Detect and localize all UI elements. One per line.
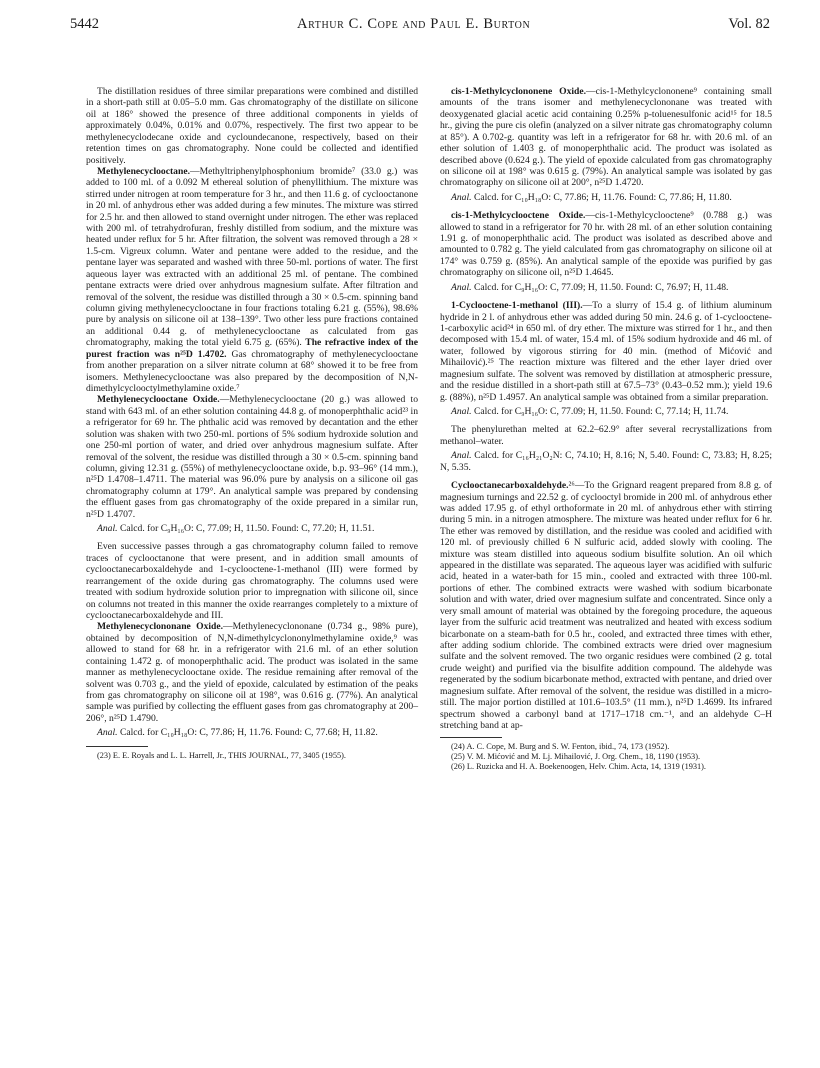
section-title: cis-1-Methylcyclononene Oxide.	[451, 86, 587, 97]
paragraph-distillation-residues: The distillation residues of three similar preparations were combined and distilled in a short-path still at 0.05–5.0 mm. Gas chromatography of the distillate on silicone oil at 186° showed the presence of three additional components in yields of approximately 0.04%, 0.01% and 0.07%, respectively. The first two appear to be methylenecyclodecane oxide and cycloundecanone, respectively, based on their retention times on gas chromatography. None could be collected and identified positively.	[86, 86, 418, 166]
section-cyclooctanecarboxaldehyde: Cyclooctanecarboxaldehyde.²⁶—To the Grignard reagent prepared from 8.8 g. of magnesium turnings and 22.52 g. of cyclooctyl bromide in 200 ml. of anhydrous ether was added 17.95 g. of ethyl orthoformate in 20 ml. of anhydrous ether with stirring during 5 min. in a nitrogen atmosphere. The mixture was heated under reflux for 6 hr. The ether was removed by distillation, and the residue was cooled and acidified with 120 ml. of previously chilled 6 N sulfuric acid, added slowly with cooling. The mixture was steam distilled into aqueous sodium bisulfite solution. An oil which appeared in the distillate was separated. The aqueous layer was acidified with sulfuric acid, heated in a water-bath for 15 min., cooled and extracted with three 100-ml. portions of ether. The combined extracts were washed with sodium bicarbonate solution and with water, dried over magnesium sulfate and concentrated. Since only a very small amount of material was obtained by the foregoing procedure, the aqueous layer from the sulfuric acid treatment was neutralized and heated with excess sodium bicarbonate on a steam-bath for 0.5 hr., cooled, and extracted three times with ether, after adding sodium chloride. The combined extracts were dried over magnesium sulfate and the solvent removed. The two organic residues were combined (2 g. total crude weight) and purified via the bisulfite addition compound. The aldehyde was regenerated by the sodium bicarbonate method, extracted with pentane, and dried over magnesium sulfate. After removal of the solvent, the residue was distilled in a micro-still. The major portion distilled at 101.6–103.5° (11 mm.), n²⁵D 1.4699. Its infrared spectrum showed a carbonyl band at 1717–1718 cm.⁻¹, and an aldehyde C–H stretching band at ap-	[440, 480, 772, 731]
footnote-25: (25) V. M. Mićović and M. Lj. Mihailović, J. Org. Chem., 18, 1190 (1953).	[451, 752, 701, 762]
analysis-result: Anal. Calcd. for C₁₀H₁₈O: C, 77.86; H, 11.76. Found: C, 77.86; H, 11.80.	[451, 191, 732, 203]
left-column	[86, 86, 418, 761]
analysis-result: Anal. Calcd. for C₉H₁₆O: C, 77.09; H, 11.50. Found: C, 77.20; H, 11.51.	[97, 523, 375, 535]
footnote-23: (23) E. E. Royals and L. L. Harrell, Jr., THIS JOURNAL, 77, 3405 (1955).	[97, 750, 346, 760]
section-methylenecyclooctane-oxide: Methylenecyclooctane Oxide.—Methylenecyclooctane (20 g.) was allowed to stand with 643 ml. of an ether solution containing 44.8 g. of monoperphthalic acid²³ in a refrigerator for 69 hr. The phthalic acid was removed by decantation and the ether solution was shaken with two 250-ml. portions of 5% sodium hydroxide solution and one 250-ml portion of water, and dried over anhydrous magnesium sulfate. After removal of the solvent, the residue was distilled through a 30 × 0.5-cm. spinning band column, giving 12.31 g. (55%) of methylenecyclooctane oxide, b.p. 93–96° (14 mm.), n²⁵D 1.4708–1.4711. The material was 96.0% pure by analysis on a silicone oil gas chromatography column at 179°. An analytical sample was prepared by condensing the effluent gases from gas chromatography of the oxide prepared in a similar run, n²⁵D 1.4707.	[86, 394, 418, 520]
analysis-result: Anal. Calcd. for C₁₀H₁₈O: C, 77.86; H, 11.76. Found: C, 77.68; H, 11.82.	[97, 727, 378, 739]
page-number: 5442	[70, 16, 99, 32]
section-title: Methylenecyclooctane.	[97, 165, 190, 177]
analysis-result: Anal. Calcd. for C₁₆H₂₁O₂N: C, 74.10; H, 8.16; N, 5.40. Found: C, 73.83; H, 8.25; N, 5.35.	[440, 450, 773, 473]
section-title: Cyclooctanecarboxaldehyde.	[451, 480, 569, 492]
right-column	[440, 86, 772, 772]
page-header	[70, 16, 770, 38]
volume-label: Vol. 82	[728, 16, 770, 32]
section-methylenecyclooctane: Methylenecyclooctane.—Methyltriphenylphosphonium bromide⁷ (33.0 g.) was added to 100 ml. of a 0.092 M ethereal solution of phenyllithium. The mixture was stirred under nitrogen at room temperature for 3 hr., and then 11.6 g. of cyclooctanone in 20 ml. of anhydrous ether was added during a few minutes. The mixture was stirred for 2.5 hr. and then allowed to stand overnight under nitrogen. The ether was replaced with 200 ml. of tetrahydrofuran, freshly distilled from sodium, and the mixture was heated under reflux for 5 hr. After filtration, the solvent was removed through a 28 × 1.5-cm. Vigreux column. Water and pentane were added to the residue, and the pentane layer was separated and washed with three 50-ml. portions of water. The first aqueous layer was extracted with an additional 25 ml. of pentane. The combined pentane extracts were dried over anhydrous magnesium sulfate. After filtration and removal of the solvent, the residue was distilled through a 30 × 0.5-cm. spinning band column giving methylenecyclooctane in four fractions totaling 6.21 g. (55%), 98.6% pure by analysis on silicone oil at 138–139°. Two other less pure fractions contained an additional 0.44 g. of methylenecyclooctane as calculated from gas chromatography, making the total yield 6.75 g. (65%). The refractive index of the purest fraction was n²⁵D 1.4702. Gas chromatography of methylenecyclooctane from another preparation on a silver nitrate column at 68° showed it to be free from isomers. Methylenecyclooctane was also prepared by the decomposition of N,N-dimethylcyclooctylmethylamine oxide.⁷	[86, 165, 418, 394]
section-title: cis-1-Methylcyclooctene Oxide.	[451, 210, 586, 222]
footnotes-right	[440, 742, 772, 772]
footnote-divider	[440, 737, 502, 738]
refractive-index-note: The refractive index of the purest fraction was n²⁵D 1.4702.	[86, 337, 418, 360]
section-cis-methylcyclononene-oxide: cis-1-Methylcyclononene Oxide.—cis-1-Methylcyclononene⁹ containing small amounts of the trans isomer and methylenecyclononane was treated with deoxygenated glacial acetic acid containing 0.25% p-toluenesulfonic acid¹⁵ for 18.5 hr., giving the pure cis olefin (analyzed on a silver nitrate gas chromatography column at 85°). A 0.702-g. quantity was left in a refrigerator for 68 hr. with 20.6 ml. of an ether solution of 1.403 g. of monoperphthalic acid. The product was isolated as described above (0.624 g.). The yield of epoxide calculated from gas chromatography on silicone oil at 198° was 0.615 g. (79%). An analytical sample was isolated by gas chromatography on silicone oil at 200°, n²⁵D 1.4720.	[440, 86, 773, 189]
analysis-result: Anal. Calcd. for C₉H₁₆O: C, 77.09; H, 11.50. Found: C, 77.14; H, 11.74.	[451, 405, 729, 417]
footnote-24: (24) A. C. Cope, M. Burg and S. W. Fenton, ibid., 74, 173 (1952).	[451, 742, 670, 752]
footnote-divider	[86, 746, 148, 747]
section-methylenecyclononane-oxide: Methylenecyclononane Oxide.—Methylenecyclononane (0.734 g., 98% pure), obtained by decomposition of N,N-dimethylcyclononylmethylamine oxide,⁹ was allowed to stand for 68 hr. in a refrigerator with 21.6 ml. of an ether solution containing 1.472 g. of monoperphthalic acid. The product was isolated in the same manner as methylenecyclooctane oxide. The residue remaining after removal of the solvent was 0.703 g., and the yield of epoxide, calculated by estimation of the peaks from gas chromatography on silicone oil at 198°, was 0.616 g. (77%). An analytical sample was purified by collecting the effluent gases from gas chromatography at 200–206°, n²⁵D 1.4790.	[86, 621, 418, 724]
section-cyclooctene-methanol: 1-Cyclooctene-1-methanol (III).—To a slurry of 15.4 g. of lithium aluminum hydride in 2 l. of anhydrous ether was added during 50 min. 24.6 g. of 1-cyclooctene-1-carboxylic acid²⁴ in 650 ml. of dry ether. The mixture was stirred for 1 hr., and then decomposed with 15.4 ml. of water, 15.4 ml. of 15% sodium hydroxide and 46 ml. of water, followed by vigorous stirring for 40 min. (method of Mićović and Mihailović).²⁵ The reaction mixture was filtered and the ether layer dried over magnesium sulfate. The solvent was removed by distillation at atmospheric pressure, and the residue distilled in a short-path still at 67.5–73° (0.43–0.52 mm.); yield 19.6 g. (88%), n²⁵D 1.4957. An analytical sample was obtained from a similar preparation.	[440, 300, 772, 403]
section-cis-methylcyclooctene-oxide: cis-1-Methylcyclooctene Oxide.—cis-1-Methylcyclooctene⁹ (0.788 g.) was allowed to stand in a refrigerator for 70 hr. with 28 ml. of an ether solution containing 1.91 g. of monoperphthalic acid. The product was isolated as described above and amounted to 0.782 g. The yield calculated from gas chromatography on silicone oil at 174° was 0.759 g. (85%). An analytical sample of the epoxide was purified by gas chromatography on silicone oil, n²⁵D 1.4645.	[440, 210, 772, 279]
paragraph-gas-chromatography: Even successive passes through a gas chromatography column failed to remove traces of cyclooctanone that were present, and in addition small amounts of cyclooctanecarboxaldehyde and 1-cyclooctene-1-methanol (III) were formed by rearrangement of the oxide during gas chromatography. The columns used were treated with sodium hydroxide solution prior to impregnation with silicone oil, since on columns not treated in this manner the oxide rearranges completely to a mixture of cyclooctanecarboxaldehyde and III.	[86, 541, 418, 621]
section-title: 1-Cyclooctene-1-methanol (III).	[451, 300, 583, 312]
footnote-26: (26) L. Ruzicka and H. A. Boekenoogen, Helv. Chim. Acta, 14, 1319 (1931).	[451, 762, 707, 772]
running-authors: Arthur C. Cope and Paul E. Burton	[297, 16, 531, 32]
section-title: Methylenecyclononane Oxide.	[97, 621, 224, 633]
footnotes-left	[86, 751, 418, 761]
paragraph-phenylurethan: The phenylurethan melted at 62.2–62.9° after several recrystallizations from methanol–water.	[440, 424, 772, 447]
section-title: Methylenecyclooctane Oxide.	[97, 394, 220, 406]
analysis-result: Anal. Calcd. for C₉H₁₆O: C, 77.09; H, 11.50. Found: C, 76.97; H, 11.48.	[451, 281, 729, 293]
